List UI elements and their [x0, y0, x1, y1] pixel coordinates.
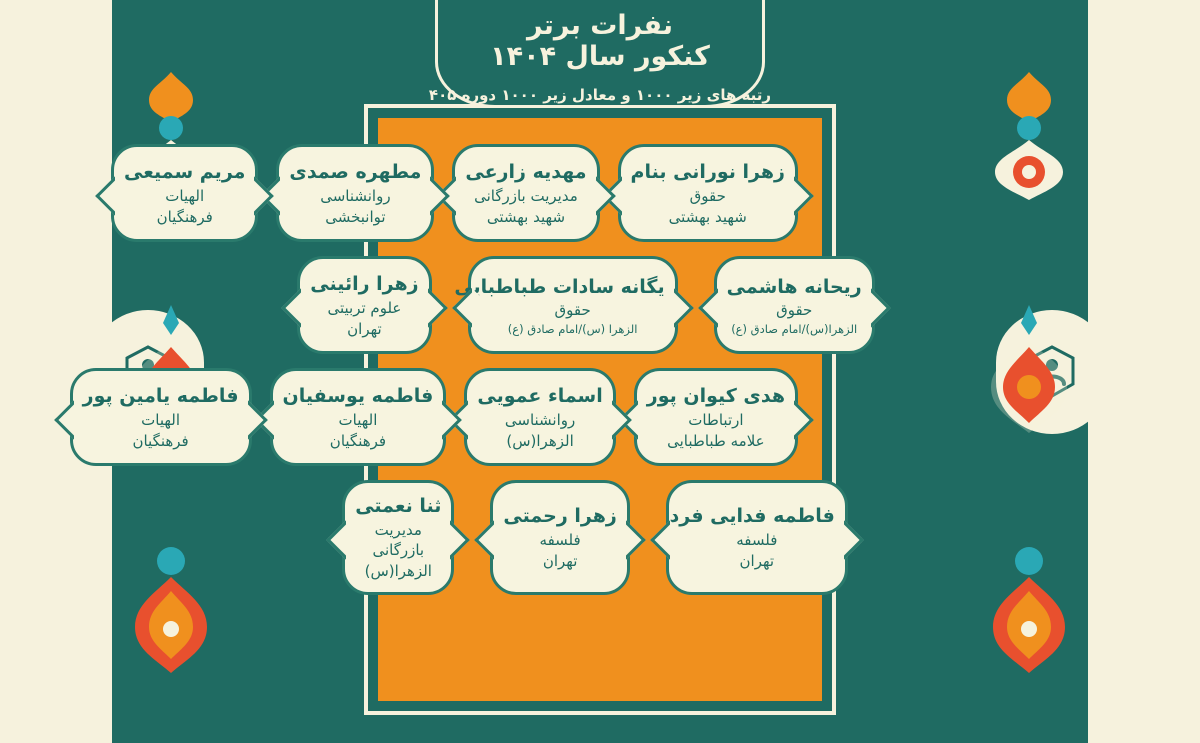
names-row-3 — [82, 368, 804, 466]
student-field: حقوق — [776, 301, 813, 320]
student-university: علامه طباطبایی — [667, 431, 765, 450]
name-card[interactable] — [111, 144, 258, 242]
name-card[interactable] — [634, 368, 798, 466]
student-university: الزهرا(س) — [506, 431, 574, 450]
name-card[interactable] — [342, 480, 454, 595]
floral-ornament-icon — [981, 301, 1077, 441]
name-card[interactable] — [297, 256, 431, 354]
student-field: فلسفه — [539, 530, 581, 549]
student-university: تهران — [542, 552, 578, 571]
student-name: فاطمه یامین پور — [82, 384, 239, 407]
student-field: الهیات — [165, 186, 205, 205]
student-university: فرهنگیان — [329, 431, 387, 450]
student-name: زهرا رحمتی — [503, 505, 617, 528]
student-university: الزهرا (س)/امام صادق (ع) — [507, 321, 638, 336]
student-university: تهران — [739, 552, 775, 571]
student-field: حقوق — [554, 301, 591, 320]
student-field: الهیات — [141, 410, 181, 429]
student-field: روانشناسی — [320, 186, 391, 205]
student-university: فرهنگیان — [156, 207, 213, 226]
name-card[interactable] — [276, 144, 434, 242]
student-field: الهیات — [338, 410, 378, 429]
title-line-1: نفرات برتر — [526, 10, 674, 41]
name-card[interactable] — [490, 480, 629, 595]
name-card[interactable] — [452, 144, 599, 242]
floral-ornament-icon — [981, 66, 1077, 206]
student-university: فرهنگیان — [132, 431, 189, 450]
title-subtitle: رتبه های زیر ۱۰۰۰ و معادل زیر ۱۰۰۰ دوره ۴۰۵ — [428, 86, 772, 104]
student-field: حقوق — [689, 186, 726, 205]
student-university: توانبخشی — [325, 207, 386, 226]
student-name: ثنا نعمتی — [355, 495, 442, 517]
name-card[interactable] — [270, 368, 447, 466]
student-name: زهرا نورانی بنام — [630, 160, 785, 183]
student-name: زهرا رائینی — [310, 272, 419, 295]
name-card[interactable] — [454, 256, 678, 354]
names-row-1 — [124, 144, 804, 242]
floral-ornament-icon — [123, 537, 219, 677]
names-board — [82, 118, 862, 701]
student-name: مریم سمیعی — [124, 160, 246, 183]
name-card[interactable] — [70, 368, 252, 466]
student-name: فاطمه فدایی فرد — [669, 505, 835, 528]
names-row-4 — [355, 480, 835, 595]
student-university: الزهرا(س)/امام صادق (ع) — [731, 321, 858, 336]
student-name: اسماء عمویی — [477, 384, 603, 407]
name-card[interactable] — [714, 256, 875, 354]
name-card[interactable] — [666, 480, 848, 595]
student-field: مدیریت بازرگانی — [474, 186, 578, 205]
student-name: مطهره صمدی — [289, 160, 422, 183]
poster-center — [82, 0, 970, 743]
floral-ornament-icon — [981, 537, 1077, 677]
student-name: یگانه سادات طباطبایی — [454, 275, 665, 298]
student-name: مهدیه زارعی — [465, 160, 587, 183]
student-university: تهران — [347, 319, 382, 338]
student-university: شهید بهشتی — [486, 207, 566, 226]
student-field: مدیریت بازرگانی — [372, 520, 425, 559]
student-field: ارتباطات — [688, 410, 744, 429]
names-row-2 — [310, 256, 862, 354]
title-line-2: کنکور سال ۱۴۰۴ — [490, 41, 710, 73]
student-name: فاطمه یوسفیان — [282, 384, 434, 407]
right-ornament-column — [970, 0, 1088, 743]
student-field: علوم تربیتی — [327, 298, 402, 317]
student-university: الزهرا(س) — [364, 562, 432, 581]
name-card[interactable] — [464, 368, 615, 466]
student-field: فلسفه — [736, 530, 778, 549]
board-frame — [82, 104, 862, 715]
student-name: هدی کیوان پور — [646, 384, 785, 407]
name-card[interactable] — [618, 144, 798, 242]
student-field: روانشناسی — [504, 410, 576, 429]
student-name: ریحانه هاشمی — [726, 275, 862, 298]
student-university: شهید بهشتی — [668, 207, 747, 226]
